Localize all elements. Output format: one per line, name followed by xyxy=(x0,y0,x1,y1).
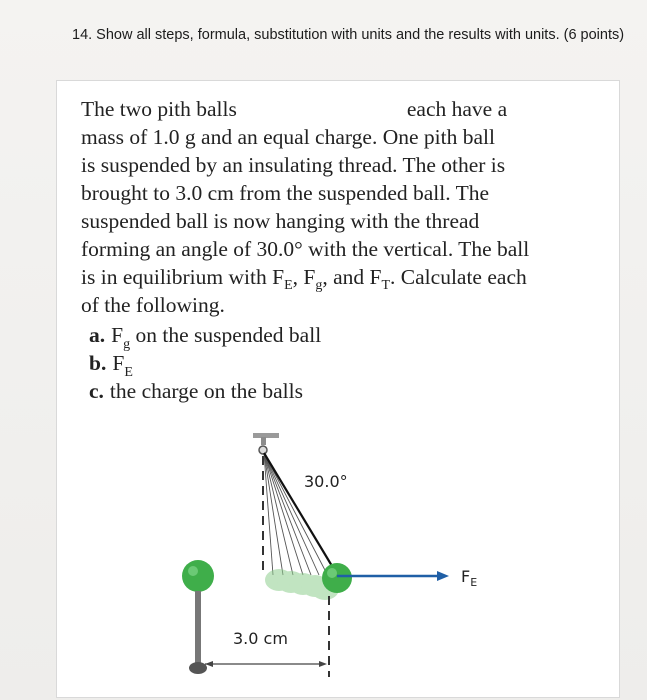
problem-text: each have a xyxy=(406,97,508,121)
problem-image-card xyxy=(56,80,620,698)
problem-line-6: forming an angle of 30.0° with the vertical. The ball xyxy=(81,237,530,261)
subscript: E xyxy=(284,278,293,293)
suspended-pith-ball xyxy=(322,563,352,593)
problem-line-3: is suspended by an insulating thread. The other is xyxy=(81,153,506,177)
problem-text: is in equilibrium with F xyxy=(81,265,285,289)
problem-text: The two pith balls xyxy=(81,97,237,121)
part-text: F xyxy=(112,351,125,375)
support-hook xyxy=(261,437,266,445)
part-text: F xyxy=(111,323,124,347)
angle-label: 30.0° xyxy=(304,472,348,491)
part-label: c. xyxy=(89,379,104,403)
question-prompt: 14. Show all steps, formula, substitution with units and the results with units. (6 points) xyxy=(72,27,625,43)
problem-text: , and F xyxy=(322,265,382,289)
distance-label: 3.0 cm xyxy=(233,629,288,648)
suspension-thread xyxy=(264,453,335,571)
ball-highlight xyxy=(188,566,198,576)
problem-line-8: of the following. xyxy=(81,293,225,317)
subscript: g xyxy=(315,278,323,293)
dimension-arrow-icon xyxy=(319,661,327,667)
part-text: on the suspended ball xyxy=(130,323,322,347)
problem-text: . Calculate each xyxy=(390,265,527,289)
arrowhead-icon xyxy=(437,571,449,581)
subscript: T xyxy=(381,278,391,293)
problem-line-4: brought to 3.0 cm from the suspended ball. The xyxy=(81,181,490,205)
subscript: g xyxy=(123,337,131,352)
problem-line-2: mass of 1.0 g and an equal charge. One pith ball xyxy=(81,125,495,149)
pivot-icon xyxy=(259,446,267,454)
part-label: b. xyxy=(89,351,107,375)
force-label: $F_E$ xyxy=(461,567,478,589)
problem-text: , F xyxy=(292,265,316,289)
subscript: E xyxy=(124,365,133,380)
part-label: a. xyxy=(89,323,106,347)
ball-highlight xyxy=(327,568,337,578)
stand-rod xyxy=(195,591,201,667)
pith-ball-diagram xyxy=(57,81,619,697)
problem-line-5: suspended ball is now hanging with the thread xyxy=(81,209,480,233)
stand-base xyxy=(189,662,207,674)
stand-pith-ball xyxy=(182,560,214,592)
part-text: the charge on the balls xyxy=(109,379,303,403)
